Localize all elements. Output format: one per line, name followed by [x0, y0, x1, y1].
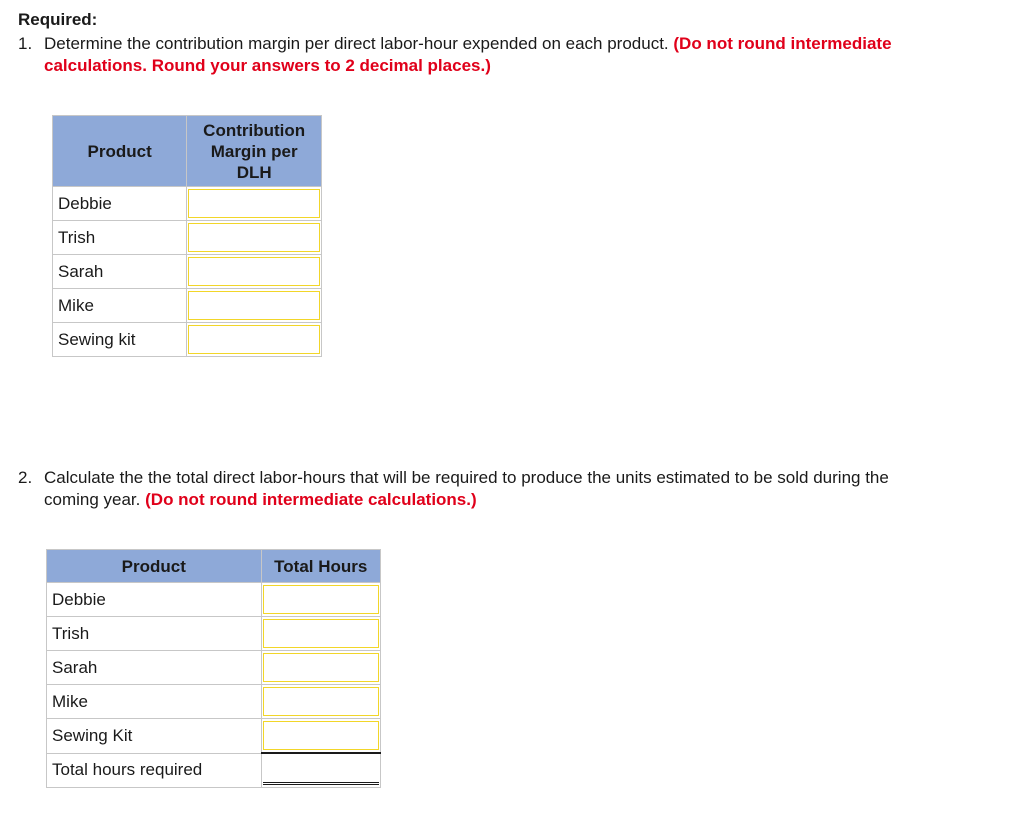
- input-cell: [187, 187, 322, 221]
- cm-per-dlh-input-mike[interactable]: [188, 291, 320, 320]
- required-heading: Required:: [18, 10, 98, 29]
- input-cell: [261, 685, 380, 719]
- header-product: Product: [53, 116, 187, 187]
- cm-per-dlh-input-sarah[interactable]: [188, 257, 320, 286]
- total-hours-table: [46, 549, 381, 788]
- table-row: [53, 289, 322, 323]
- table-header-row: [47, 550, 381, 583]
- header-total-hours: Total Hours: [261, 550, 380, 583]
- row-label-debbie: Debbie: [47, 583, 262, 617]
- row-label-sewing-kit: Sewing kit: [53, 323, 187, 357]
- question-1-text-wrap: [44, 33, 918, 77]
- total-row: [47, 753, 381, 788]
- row-label-sarah: Sarah: [53, 255, 187, 289]
- input-cell: [261, 651, 380, 685]
- table-row: [53, 221, 322, 255]
- table-row: [53, 255, 322, 289]
- row-label-sarah: Sarah: [47, 651, 262, 685]
- contribution-margin-table: [52, 115, 322, 357]
- table-row: [47, 719, 381, 754]
- total-hours-input-debbie[interactable]: [263, 585, 379, 614]
- row-label-trish: Trish: [53, 221, 187, 255]
- table-row: [47, 583, 381, 617]
- cm-per-dlh-input-trish[interactable]: [188, 223, 320, 252]
- table-row: [47, 617, 381, 651]
- header-product: Product: [47, 550, 262, 583]
- header-contribution-margin-per-dlh: Contribution Margin per DLH: [187, 116, 322, 187]
- total-hours-input-mike[interactable]: [263, 687, 379, 716]
- table-row: [53, 187, 322, 221]
- table-header-row: [53, 116, 322, 187]
- total-hours-required-input[interactable]: [263, 757, 379, 785]
- question-1-text: Determine the contribution margin per direct labor-hour expended on each product.: [44, 34, 669, 53]
- input-cell: [261, 583, 380, 617]
- row-label-sewing-kit: Sewing Kit: [47, 719, 262, 754]
- question-1-note: (Do not round intermediate calculations. Round your answers to 2 decimal places.): [44, 34, 892, 75]
- table-row: [53, 323, 322, 357]
- row-label-trish: Trish: [47, 617, 262, 651]
- question-2-note: (Do not round intermediate calculations.): [145, 490, 477, 509]
- input-cell: [187, 255, 322, 289]
- row-label-debbie: Debbie: [53, 187, 187, 221]
- total-cell: [261, 753, 380, 788]
- question-2-text-wrap: [44, 467, 918, 511]
- question-2-text: Calculate the the total direct labor-hours that will be required to produce the units estimated to be sold during the coming year.: [44, 468, 889, 509]
- input-cell: [261, 617, 380, 651]
- question-2: [18, 467, 918, 511]
- input-cell: [261, 719, 380, 754]
- input-cell: [187, 221, 322, 255]
- row-label-total-hours-required: Total hours required: [47, 753, 262, 788]
- total-hours-input-sewing-kit[interactable]: [263, 721, 379, 750]
- input-cell: [187, 289, 322, 323]
- row-label-mike: Mike: [53, 289, 187, 323]
- table-row: [47, 685, 381, 719]
- input-cell: [187, 323, 322, 357]
- question-1-number: 1.: [18, 34, 33, 53]
- row-label-mike: Mike: [47, 685, 262, 719]
- question-2-number: 2.: [18, 468, 33, 487]
- cm-per-dlh-input-debbie[interactable]: [188, 189, 320, 218]
- total-hours-input-sarah[interactable]: [263, 653, 379, 682]
- table-row: [47, 651, 381, 685]
- cm-per-dlh-input-sewing-kit[interactable]: [188, 325, 320, 354]
- question-1: [18, 33, 918, 77]
- total-hours-input-trish[interactable]: [263, 619, 379, 648]
